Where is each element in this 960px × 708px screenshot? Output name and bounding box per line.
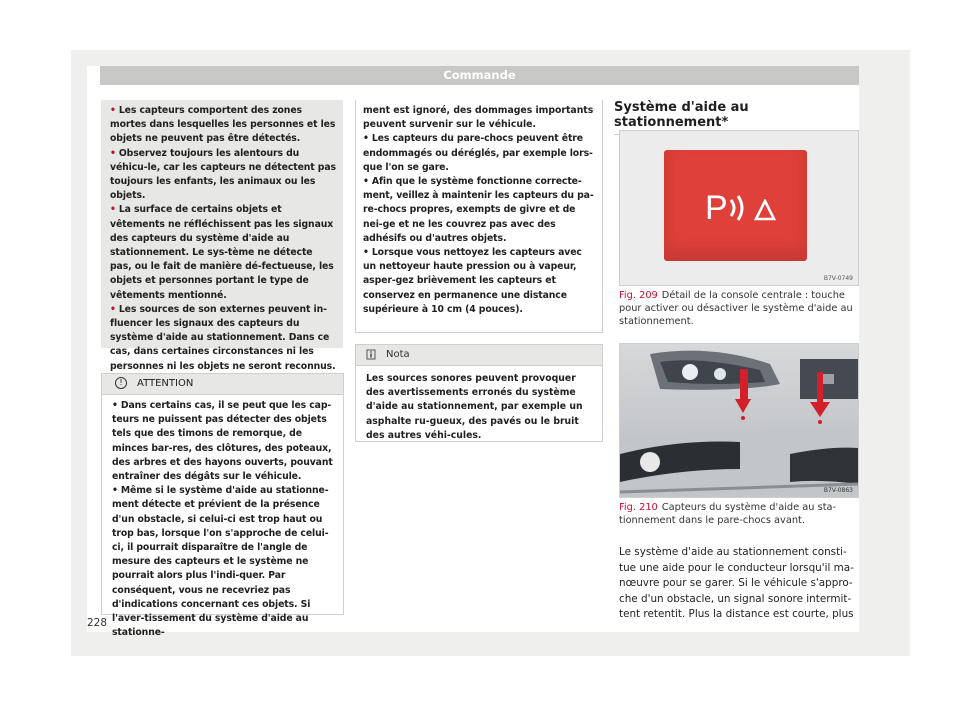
section-title: Système d'aide au stationnement* [614,100,858,135]
figure-number: Fig. 210 [619,502,658,513]
page-number: 228 [87,617,108,629]
list-item: • La surface de certains objets et vêtements ne réfléchissent pas les signaux des capteurs du système d'aide au stationnement. Le sys-tème ne détecte pas, ou le fait de manière dé-fectueuse, les objets et personnes portant le type de vêtements mentionné. [110,204,334,301]
list-item: • Les capteurs du pare-chocs peuvent être endommagés ou déréglés, par exemple lors-que l'on se gare. [363,133,593,173]
figure-code: B7V-0749 [823,275,853,282]
attention-title: ATTENTION [137,378,194,389]
car-front-photo [620,344,858,497]
parking-p-symbol: P [705,189,728,227]
chapter-header: Commande [100,66,859,85]
continuation-text: ment est ignoré, des dommages importants peuvent survenir sur le véhicule. [363,105,594,131]
bullet-icon: • [363,176,369,188]
list-item: • Lorsque vous nettoyez les capteurs avec un nettoyeur haute pression ou à vapeur, asper-gez brièvement les capteurs et conservez en permanence une distance supérieure à 10 cm (4 pouces). [363,247,582,315]
bullet-icon: • [112,400,118,411]
list-item: • Même si le système d'aide au stationne-ment détecte et prévient de la présence d'un obstacle, si celui-ci est trop haut ou trop bas, lorsque l'on s'approche de celui-ci, il pourrait disparaître de l'angle de mesure des capteurs et le système ne pourrait alors plus l'indi-quer. Par conséquent, vous ne recevriez pas d'indications concernant ces objets. Si l'aver-tissement du système d'aide au stationne- [112,485,329,639]
figure-209-caption: Fig. 209 Détail de la console centrale : touche pour activer ou désactiver le système d'aide au stationnement. [619,290,853,327]
figure-209 [619,130,859,286]
list-item: • Les capteurs comportent des zones mortes dans lesquelles les personnes et les objets ne peuvent pas être détectés. [110,105,336,145]
note-icon [366,349,376,360]
attention-header [102,374,343,395]
bullet-icon: • [110,147,116,159]
bullet-icon: • [363,133,369,145]
bullet-icon: • [112,485,118,497]
nota-text: Les sources sonores peuvent provoquer des avertissements erronés du système d'aide au stationnement, par exemple un asphalte ru-gueux, des pavés ou le bruit des autres véhi-cules. [366,373,583,441]
list-item: • Dans certains cas, il se peut que les cap-teurs ne puissent pas détecter des objets tels que des timons de remorque, de minces bar-res, des clôtures, des poteaux, des arbres et des hayons ouverts, pouvant entraîner des dégâts sur le véhicule. [112,400,333,483]
nota-title: Nota [386,349,410,360]
figure-number: Fig. 209 [619,290,658,301]
bullet-icon: • [363,247,369,259]
bullet-icon: • [110,105,116,116]
nota-box [355,344,603,442]
warning-triangle-icon [754,199,776,221]
list-item: • Les sources de son externes peuvent in-fluencer les signaux des capteurs du système d'aide au stationnement. Dans ce cas, dans certaines circonstances ni les personnes ni les objets ne seront reconnus. [110,303,336,372]
warning-continuation-box [355,100,603,333]
attention-box [101,373,344,639]
figure-210 [619,343,859,498]
sound-waves-icon [728,193,752,223]
warning-list-box [101,100,343,372]
list-item: • Afin que le système fonctionne correcte-ment, veillez à maintenir les capteurs du pa-re-chocs propres, exempts de givre et de nei-ge et ne les couvrez pas avec des adhésifs ou d'autres objets. [363,176,594,244]
bullet-icon: • [110,303,116,315]
list-item: • Observez toujours les alentours du véhicu-le, car les capteurs ne détectent pas toujours les enfants, les animaux ou les objets. [110,147,336,202]
info-circle-icon: ! [115,377,127,389]
figure-210-caption: Fig. 210 Capteurs du système d'aide au sta-tionnement dans le pare-chocs avant. [619,502,837,526]
body-paragraph: Le système d'aide au stationnement consti-tue une aide pour le conducteur lorsqu'il ma-nœuvre pour se garer. Si le véhicule s'appro-che d'un obstacle, un signal sonore intermit-tent retentit. Plus la distance est courte, plus [619,546,854,620]
figure-code: B7V-0863 [823,487,853,494]
bullet-icon: • [110,204,116,216]
nota-header [356,345,602,366]
